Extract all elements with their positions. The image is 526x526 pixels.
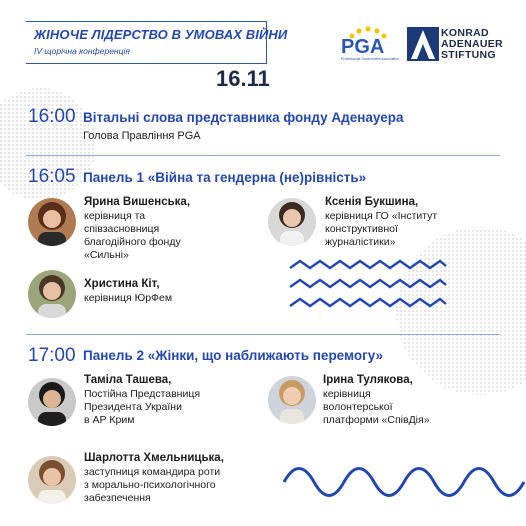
schedule-time: 16:05 [28, 166, 76, 187]
speaker-role: керівниця та співзасновниця благодійного фонду «Сильні» [84, 210, 181, 261]
schedule-subtitle: Голова Правління PGA [83, 130, 201, 142]
zigzag-wave-decoration [288, 258, 448, 316]
speaker-photo [268, 376, 316, 424]
kas-logo-line-3: STIFTUNG [441, 49, 496, 61]
schedule-time: 16:00 [28, 106, 76, 127]
event-date: 16.11 [216, 66, 270, 91]
schedule-time: 17:00 [28, 345, 76, 366]
speaker-name: Ірина Тулякова, [323, 374, 413, 386]
speaker-name: Шарлотта Хмельницька, [84, 452, 224, 464]
speaker-photo [28, 198, 76, 246]
kas-logo-line-2: ADENAUER [441, 38, 503, 50]
schedule-title: Вітальні слова представника фонду Аденауера [83, 110, 404, 125]
pga-logo-tagline: Professional Government Association [341, 57, 400, 61]
pga-logo-text: PGA [341, 36, 385, 58]
sine-wave-decoration [282, 462, 526, 502]
panel-1-title: Панель 1 «Війна та гендерна (не)рівність» [83, 170, 367, 185]
speaker-role: керівниця ЮрФем [84, 292, 173, 304]
speaker-photo [28, 378, 76, 426]
speaker-name: Ярина Вишенська, [84, 196, 191, 208]
speaker-role: заступниця командира роти з морально-психологічного забезпечення [84, 466, 221, 504]
kas-logo-line-1: KONRAD [441, 27, 489, 39]
speaker-photo [28, 456, 76, 504]
conference-subtitle: IV щорічна конференція [34, 46, 130, 56]
conference-title: ЖІНОЧЕ ЛІДЕРСТВО В УМОВАХ ВІЙНИ [34, 27, 288, 42]
section-divider [26, 334, 500, 335]
section-divider [26, 155, 500, 156]
speaker-name: Ксенія Букшина, [325, 196, 419, 208]
speaker-role: керівниця ГО «Інститут конструктивної журналістики» [325, 210, 438, 248]
panel-2-title: Панель 2 «Жінки, що наближають перемогу» [83, 348, 384, 363]
speaker-photo [268, 198, 316, 246]
speaker-role: керівниця волонтерської платформи «СпівДія» [323, 388, 430, 426]
speaker-name: Таміла Ташева, [84, 374, 172, 386]
speaker-name: Христина Кіт, [84, 278, 160, 290]
speaker-photo [28, 270, 76, 318]
speaker-role: Постійна Представниця Президента України в АР Крим [84, 388, 201, 426]
kas-logo-mark [407, 27, 439, 61]
